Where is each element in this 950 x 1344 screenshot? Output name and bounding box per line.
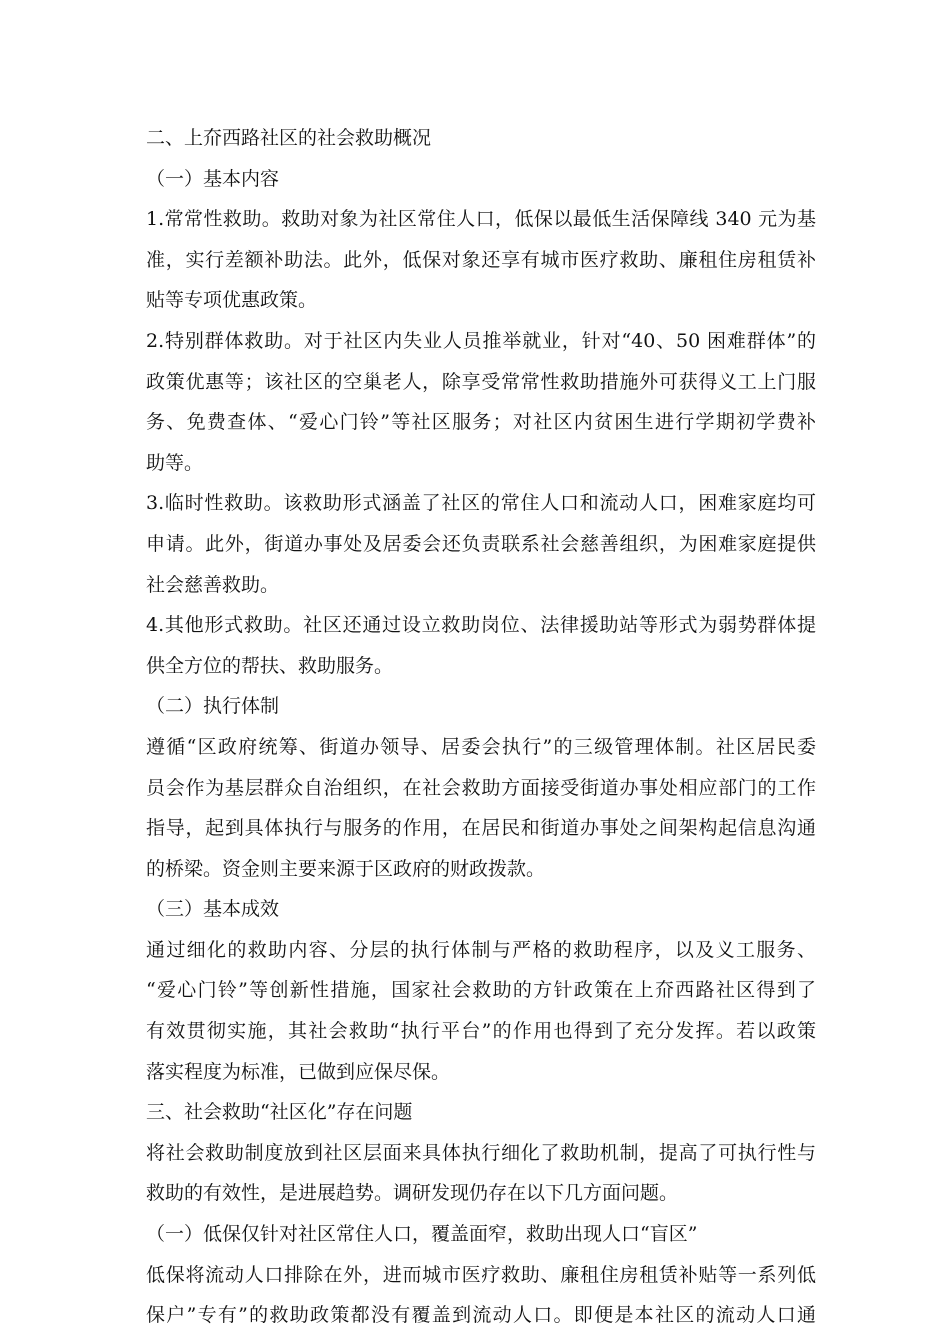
paragraph-line: 将社会救助制度放到社区层面来具体执行细化了救助机制，提高了可执行性与	[146, 1141, 816, 1164]
subsection-heading: （一）基本内容	[146, 167, 280, 190]
paragraph-line: 政策优惠等；该社区的空巢老人，除享受常常性救助措施外可获得义工上门服	[146, 370, 816, 393]
paragraph-line: 务、免费查体、“爱心门铃”等社区服务；对社区内贫困生进行学期初学费补	[146, 411, 816, 434]
paragraph-line: 员会作为基层群众自治组织，在社会救助方面接受街道办事处相应部门的工作	[146, 776, 816, 799]
paragraph-line: 1.常常性救助。救助对象为社区常住人口，低保以最低生活保障线 340 元为基	[146, 208, 816, 231]
paragraph-line: 社会慈善救助。	[146, 573, 280, 596]
paragraph-line: 救助的有效性，是进展趋势。调研发现仍存在以下几方面问题。	[146, 1182, 679, 1205]
paragraph-line: 指导，起到具体执行与服务的作用，在居民和街道办事处之间架构起信息沟通	[146, 817, 816, 840]
document-body	[146, 118, 816, 1336]
paragraph-line: 供全方位的帮扶、救助服务。	[146, 654, 394, 677]
paragraph-line: 2.特别群体救助。对于社区内失业人员推举就业，针对“40、50 困难群体”的	[146, 329, 816, 352]
paragraph-line: 落实程度为标准，已做到应保尽保。	[146, 1060, 451, 1083]
paragraph-line: “爱心门铃”等创新性措施，国家社会救助的方针政策在上夼西路社区得到了	[146, 979, 816, 1002]
section-heading: 二、上夼西路社区的社会救助概况	[146, 127, 432, 149]
subsection-heading: （三）基本成效	[146, 898, 280, 921]
paragraph-line: 有效贯彻实施，其社会救助“执行平台”的作用也得到了充分发挥。若以政策	[146, 1020, 816, 1043]
paragraph-line: 助等。	[146, 451, 204, 474]
paragraph-line: 3.临时性救助。该救助形式涵盖了社区的常住人口和流动人口，困难家庭均可	[146, 492, 816, 515]
paragraph-line: 准，实行差额补助法。此外，低保对象还享有城市医疗救助、廉租住房租赁补	[146, 248, 816, 271]
paragraph-line: 保户”专有”的救助政策都没有覆盖到流动人口。即便是本社区的流动人口通	[146, 1304, 816, 1327]
subsection-heading: （二）执行体制	[146, 695, 280, 718]
subsection-heading: （一）低保仅针对社区常住人口，覆盖面窄，救助出现人口“盲区”	[146, 1223, 698, 1246]
paragraph-line: 贴等专项优惠政策。	[146, 289, 318, 312]
paragraph-line: 申请。此外，街道办事处及居委会还负责联系社会慈善组织，为困难家庭提供	[146, 532, 816, 555]
paragraph-line: 低保将流动人口排除在外，进而城市医疗救助、廉租住房租赁补贴等一系列低	[146, 1263, 816, 1286]
section-heading: 三、社会救助“社区化”存在问题	[146, 1101, 413, 1124]
paragraph-line: 的桥梁。资金则主要来源于区政府的财政拨款。	[146, 857, 546, 880]
paragraph-line: 通过细化的救助内容、分层的执行体制与严格的救助程序，以及义工服务、	[146, 938, 816, 961]
paragraph-line: 遵循“区政府统筹、街道办领导、居委会执行”的三级管理体制。社区居民委	[146, 735, 816, 758]
paragraph-line: 4.其他形式救助。社区还通过设立救助岗位、法律援助站等形式为弱势群体提	[146, 614, 816, 637]
